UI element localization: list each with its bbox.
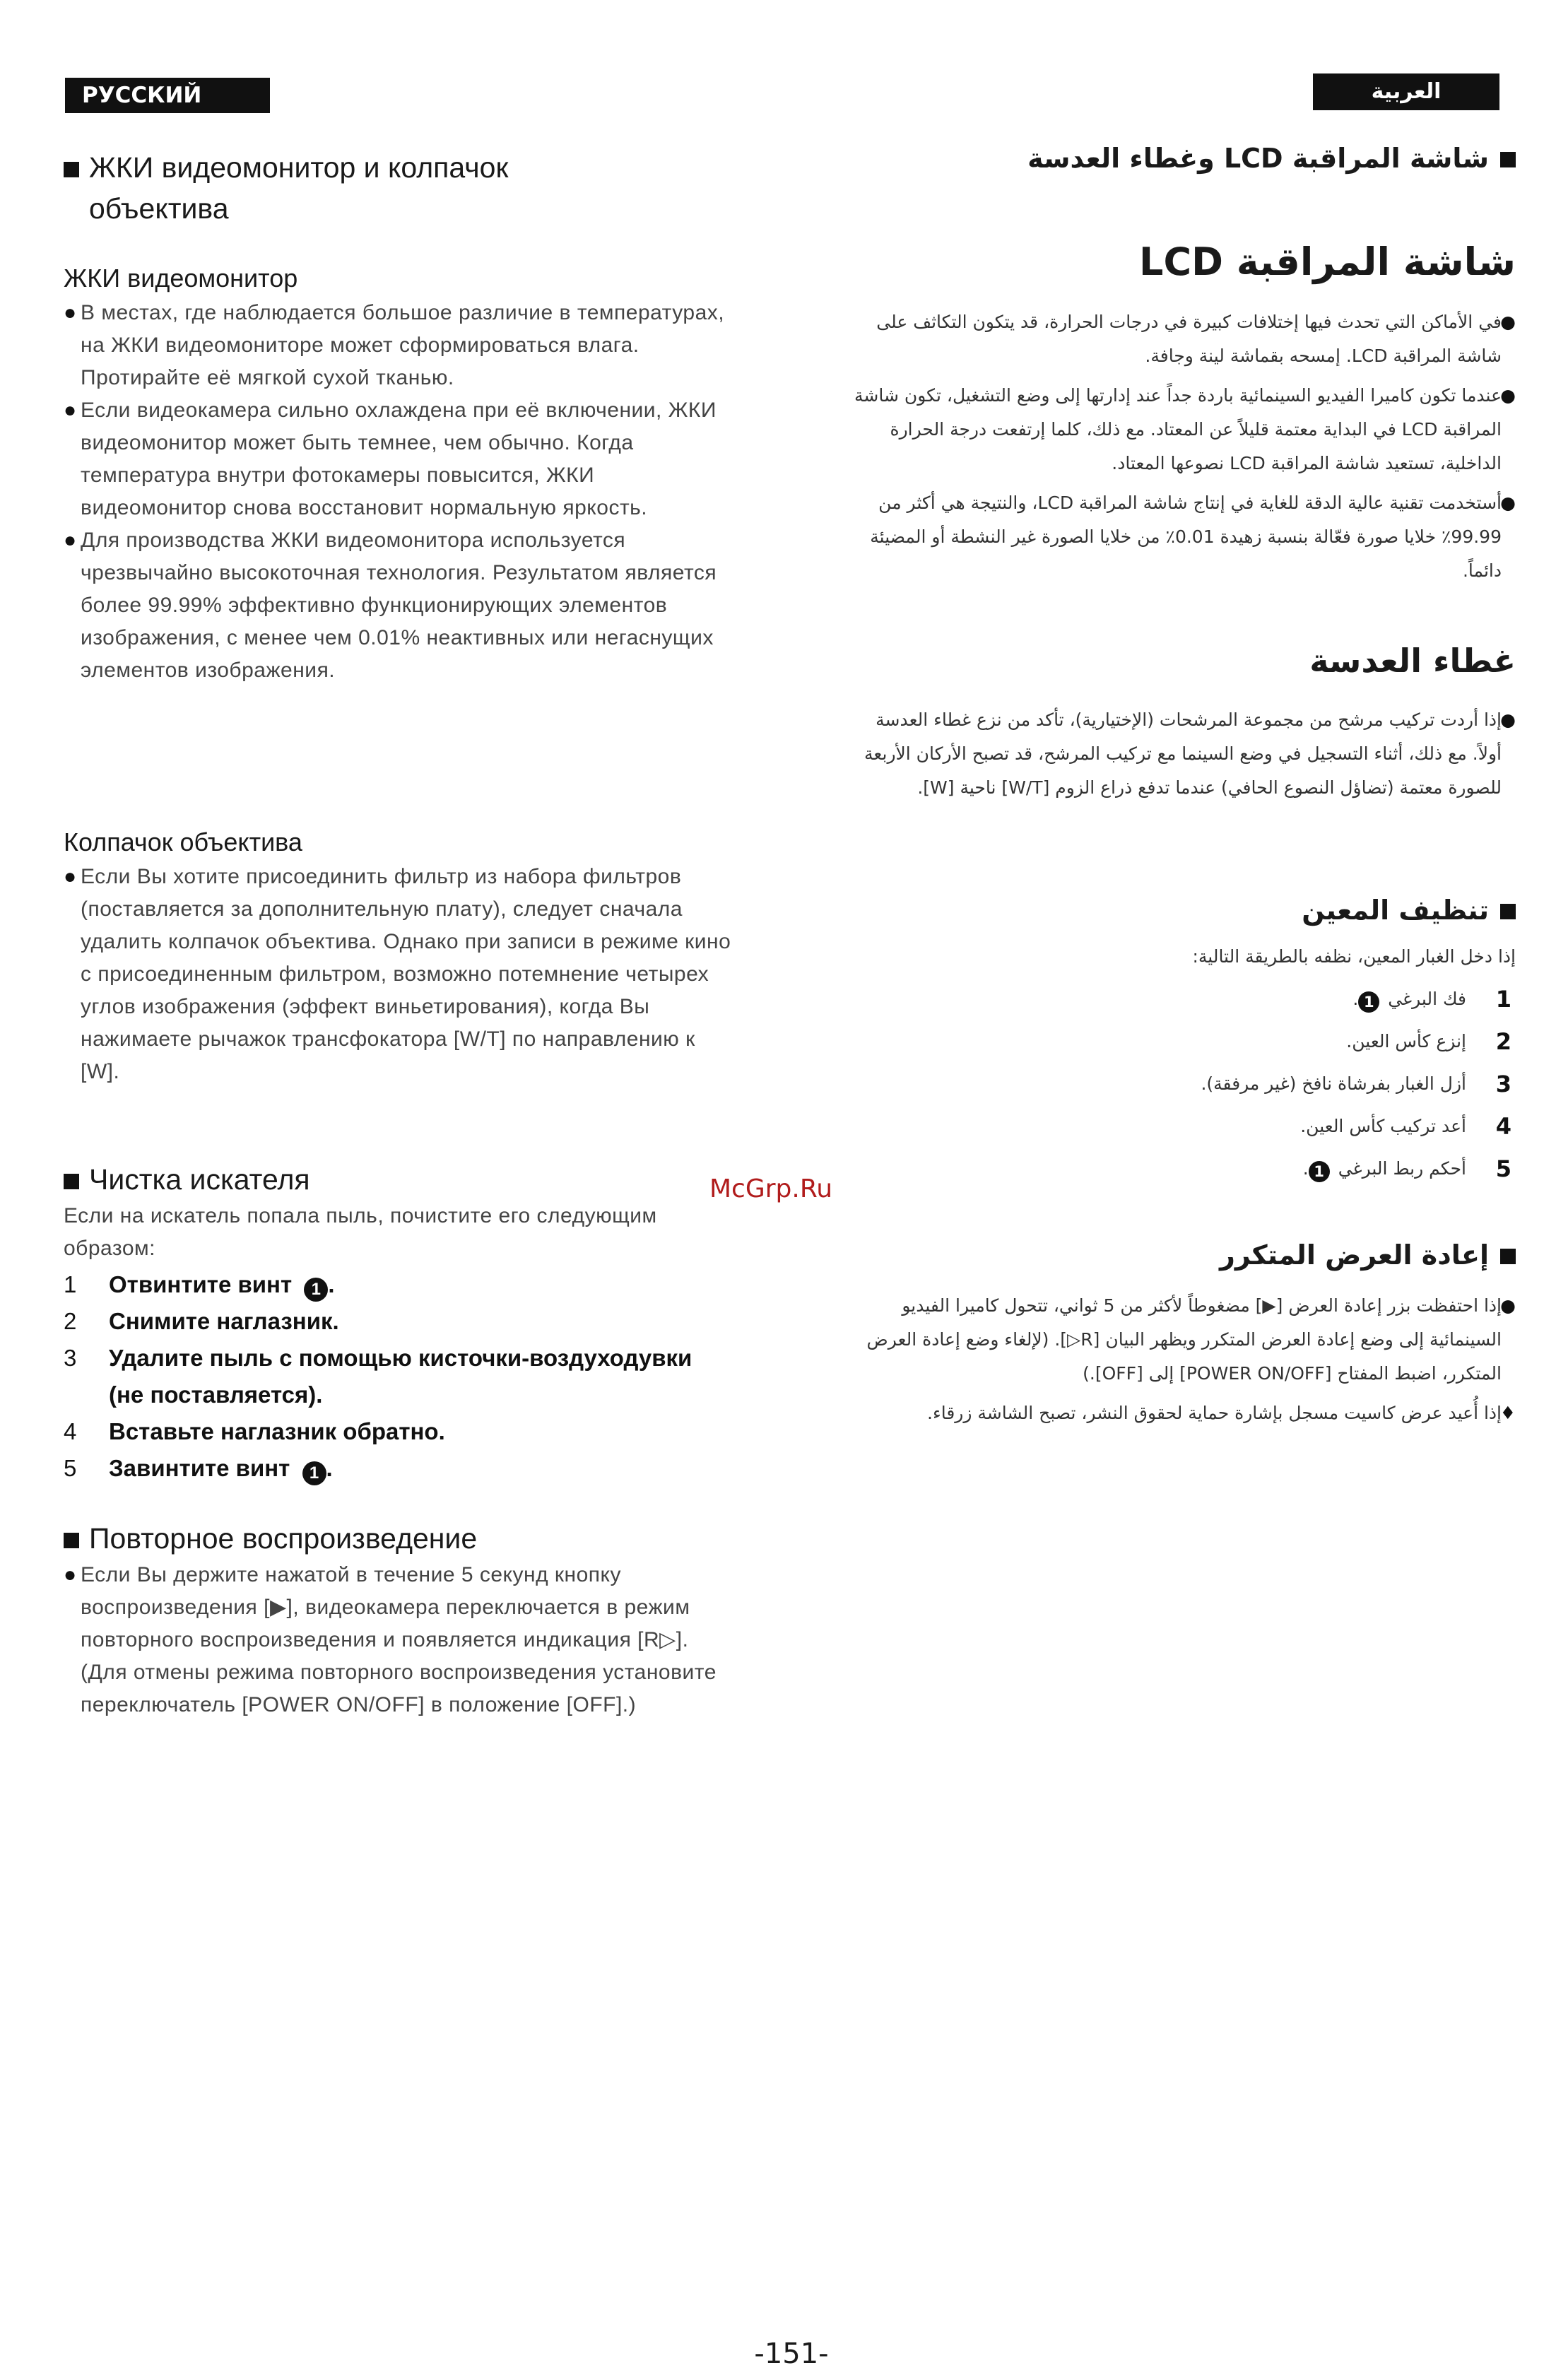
screw-marker-icon: 1 bbox=[1358, 991, 1379, 1013]
russian-column bbox=[64, 0, 756, 2380]
list-item: ● Если Вы держите нажатой в течение 5 секунд кнопку воспроизведения [▶], видеокамера переключается в режим повторного воспроизведения и появляется индикация [R▷]. bbox=[64, 1559, 735, 1656]
bullet-icon: ● bbox=[64, 301, 77, 324]
step-item: 4 Вставьте наглазник обратно. bbox=[64, 1418, 445, 1444]
screw-marker-icon: 1 bbox=[1309, 1161, 1330, 1182]
bullet-icon: ● bbox=[64, 399, 77, 422]
language-tab-russian: РУССКИЙ ЯЗЫК bbox=[65, 78, 270, 113]
bullet-icon: ● bbox=[1500, 312, 1516, 332]
ar-repeat-playback-notes bbox=[848, 1289, 1516, 1430]
square-bullet-icon bbox=[1500, 904, 1516, 919]
square-bullet-icon bbox=[64, 1174, 79, 1189]
section-viewfinder-cleaning-title: Чистка искателя bbox=[64, 1159, 756, 1200]
step-item: 2 إنزع كأس العين. bbox=[1346, 1028, 1511, 1055]
ar-section-lcd-lens-cap-title: شاشة المراقبة LCD وغطاء العدسة bbox=[848, 139, 1516, 178]
screw-marker-icon: 1 bbox=[304, 1278, 328, 1302]
ar-subsection-lcd-title: شاشة المراقبة LCD bbox=[1139, 240, 1516, 284]
square-bullet-icon bbox=[64, 162, 79, 177]
bullet-icon: ● bbox=[1500, 1295, 1516, 1316]
step-item: 2 Снимите наглазник. bbox=[64, 1308, 339, 1334]
ar-section-repeat-playback-title: إعادة العرض المتكرر bbox=[848, 1235, 1516, 1275]
list-item: ● Если Вы хотите присоединить фильтр из набора фильтров (поставляется за дополнительную плату), следует сначала удалить колпачок объектива. Однако при записи в режиме кино с присоединенным фильтром, возможно потемнение четырех углов изображения (эффект виньетирования), когда Вы нажимаете рычажок трансфокатора [W/T] по направлению к [W]. bbox=[64, 861, 735, 1088]
bullet-icon: ● bbox=[1500, 493, 1516, 513]
section-lcd-lens-cap-title bbox=[64, 147, 756, 229]
language-tab-arabic: العربية bbox=[1313, 73, 1499, 110]
step-item: 5 أحكم ربط البرغي 1. bbox=[1302, 1155, 1511, 1182]
bullet-icon: ♦ bbox=[1499, 1403, 1516, 1423]
arabic-column bbox=[848, 0, 1516, 2380]
step-item: 3 أزل الغبار بفرشاة نافخ (غير مرفقة). bbox=[1201, 1071, 1511, 1097]
ar-subsection-lens-cap-title: غطاء العدسة bbox=[1309, 642, 1516, 680]
square-bullet-icon bbox=[64, 1533, 79, 1548]
ar-viewfinder-steps bbox=[848, 978, 1516, 1190]
page-number: -151- bbox=[754, 2338, 829, 2370]
watermark: McGrp.Ru bbox=[709, 1174, 833, 1203]
ar-section-viewfinder-cleaning-title: تنظيف المعين bbox=[848, 890, 1516, 930]
cancel-note: (Для отмены режима повторного воспроизведения установите переключатель [POWER ON/OFF] в положение [OFF].) bbox=[81, 1661, 717, 1716]
lcd-notes bbox=[64, 297, 735, 687]
viewfinder-steps bbox=[64, 1266, 700, 1487]
list-item: ● أستخدمت تقنية عالية الدقة للغاية في إنتاج شاشة المراقبة LCD، والنتيجة هي أكثر من 99.99٪ خلايا صورة فعّالة بنسبة زهيدة 0.01٪ من خلايا الصورة غير النشطة أو المضيئة دائماً. bbox=[848, 486, 1516, 588]
list-item: ● Если видеокамера сильно охлаждена при её включении, ЖКИ видеомонитор может быть темнее, чем обычно. Когда температура внутри фотокамеры повысится, ЖКИ видеомонитор снова восстановит нормальную яркость. bbox=[64, 394, 735, 524]
bullet-icon: ● bbox=[64, 865, 77, 888]
section-title-line2: объектива bbox=[89, 192, 229, 225]
subsection-lens-cap-title: Колпачок объектива bbox=[64, 827, 302, 856]
step-item: 5 Завинтите винт 1 . bbox=[64, 1450, 700, 1487]
section-repeat-playback-title: Повторное воспроизведение bbox=[64, 1518, 756, 1559]
bullet-icon: ● bbox=[64, 529, 77, 552]
screw-marker-icon: 1 bbox=[302, 1461, 326, 1485]
list-item: ● إذا أردت تركيب مرشح من مجموعة المرشحات (الإختيارية)، تأكد من نزع غطاء العدسة أولاً. مع ذلك، أثناء التسجيل في وضع السينما مع تركيب المرشح، قد تصبح الأركان الأربعة للصورة معتمة (تضاؤل النصوع الحافي) عندما تدفع ذراع الزوم [W/T] ناحية [W]. bbox=[848, 703, 1516, 805]
section-title-line1: ЖКИ видеомонитор и колпачок bbox=[89, 151, 509, 184]
bullet-icon: ● bbox=[1500, 709, 1516, 730]
list-item: ● في الأماكن التي تحدث فيها إختلافات كبيرة في درجات الحرارة، قد يتكون التكاثف على شاشة المراقبة LCD. إمسحه بقماشة لينة وجافة. bbox=[848, 305, 1516, 373]
list-item: ● В местах, где наблюдается большое различие в температурах, на ЖКИ видеомониторе может сформироваться влага. Протирайте её мягкой сухой тканью. bbox=[64, 297, 735, 394]
list-item: ♦ إذا أُعيد عرض كاسيت مسجل بإشارة حماية لحقوق النشر، تصبح الشاشة زرقاء. bbox=[848, 1396, 1516, 1430]
step-item: 1 Отвинтите винт 1 . bbox=[64, 1266, 700, 1303]
list-item: ● عندما تكون كاميرا الفيديو السينمائية باردة جداً عند إدارتها إلى وضع التشغيل، تكون شاشة المراقبة LCD في البداية معتمة قليلاً عن المعتاد. مع ذلك، كلما إرتفعت درجة الحرارة الداخلية، تستعيد شاشة المراقبة LCD نصوعها المعتاد. bbox=[848, 379, 1516, 481]
step-item: 3 Удалите пыль с помощью кисточки-воздуходувки (не поставляется). bbox=[64, 1345, 692, 1408]
viewfinder-intro: Если на искатель попала пыль, почистите его следующим образом: bbox=[64, 1204, 657, 1260]
list-item: ● Для производства ЖКИ видеомонитора используется чрезвычайно высокоточная технология. Результатом является более 99.99% эффективно функционирующих элементов изображения, с менее чем 0.01% неактивных или негаснущих элементов изображения. bbox=[64, 524, 735, 687]
lens-cap-notes bbox=[64, 861, 735, 1088]
repeat-playback-notes bbox=[64, 1559, 735, 1721]
ar-lcd-notes bbox=[848, 305, 1516, 588]
square-bullet-icon bbox=[1500, 1249, 1516, 1264]
ar-lens-cap-notes bbox=[848, 703, 1516, 805]
square-bullet-icon bbox=[1500, 152, 1516, 167]
step-item: 4 أعد تركيب كأس العين. bbox=[1300, 1113, 1511, 1140]
list-item: ● إذا احتفظت بزر إعادة العرض [▶] مضغوطاً لأكثر من 5 ثواني، تتحول كاميرا الفيديو السينمائية إلى وضع إعادة العرض المتكرر ويظهر البيان [R▷]. (لإلغاء وضع إعادة العرض المتكرر، اضبط المفتاح [POWER ON/OFF] إلى [OFF].) bbox=[848, 1289, 1516, 1391]
ar-viewfinder-intro: إذا دخل الغبار المعين، نظفه بالطريقة التالية: bbox=[1192, 946, 1516, 967]
bullet-icon: ● bbox=[1500, 385, 1516, 406]
step-item: 1 فك البرغي 1. bbox=[1352, 986, 1511, 1013]
subsection-lcd-title: ЖКИ видеомонитор bbox=[64, 264, 298, 293]
bullet-icon: ● bbox=[64, 1563, 77, 1586]
